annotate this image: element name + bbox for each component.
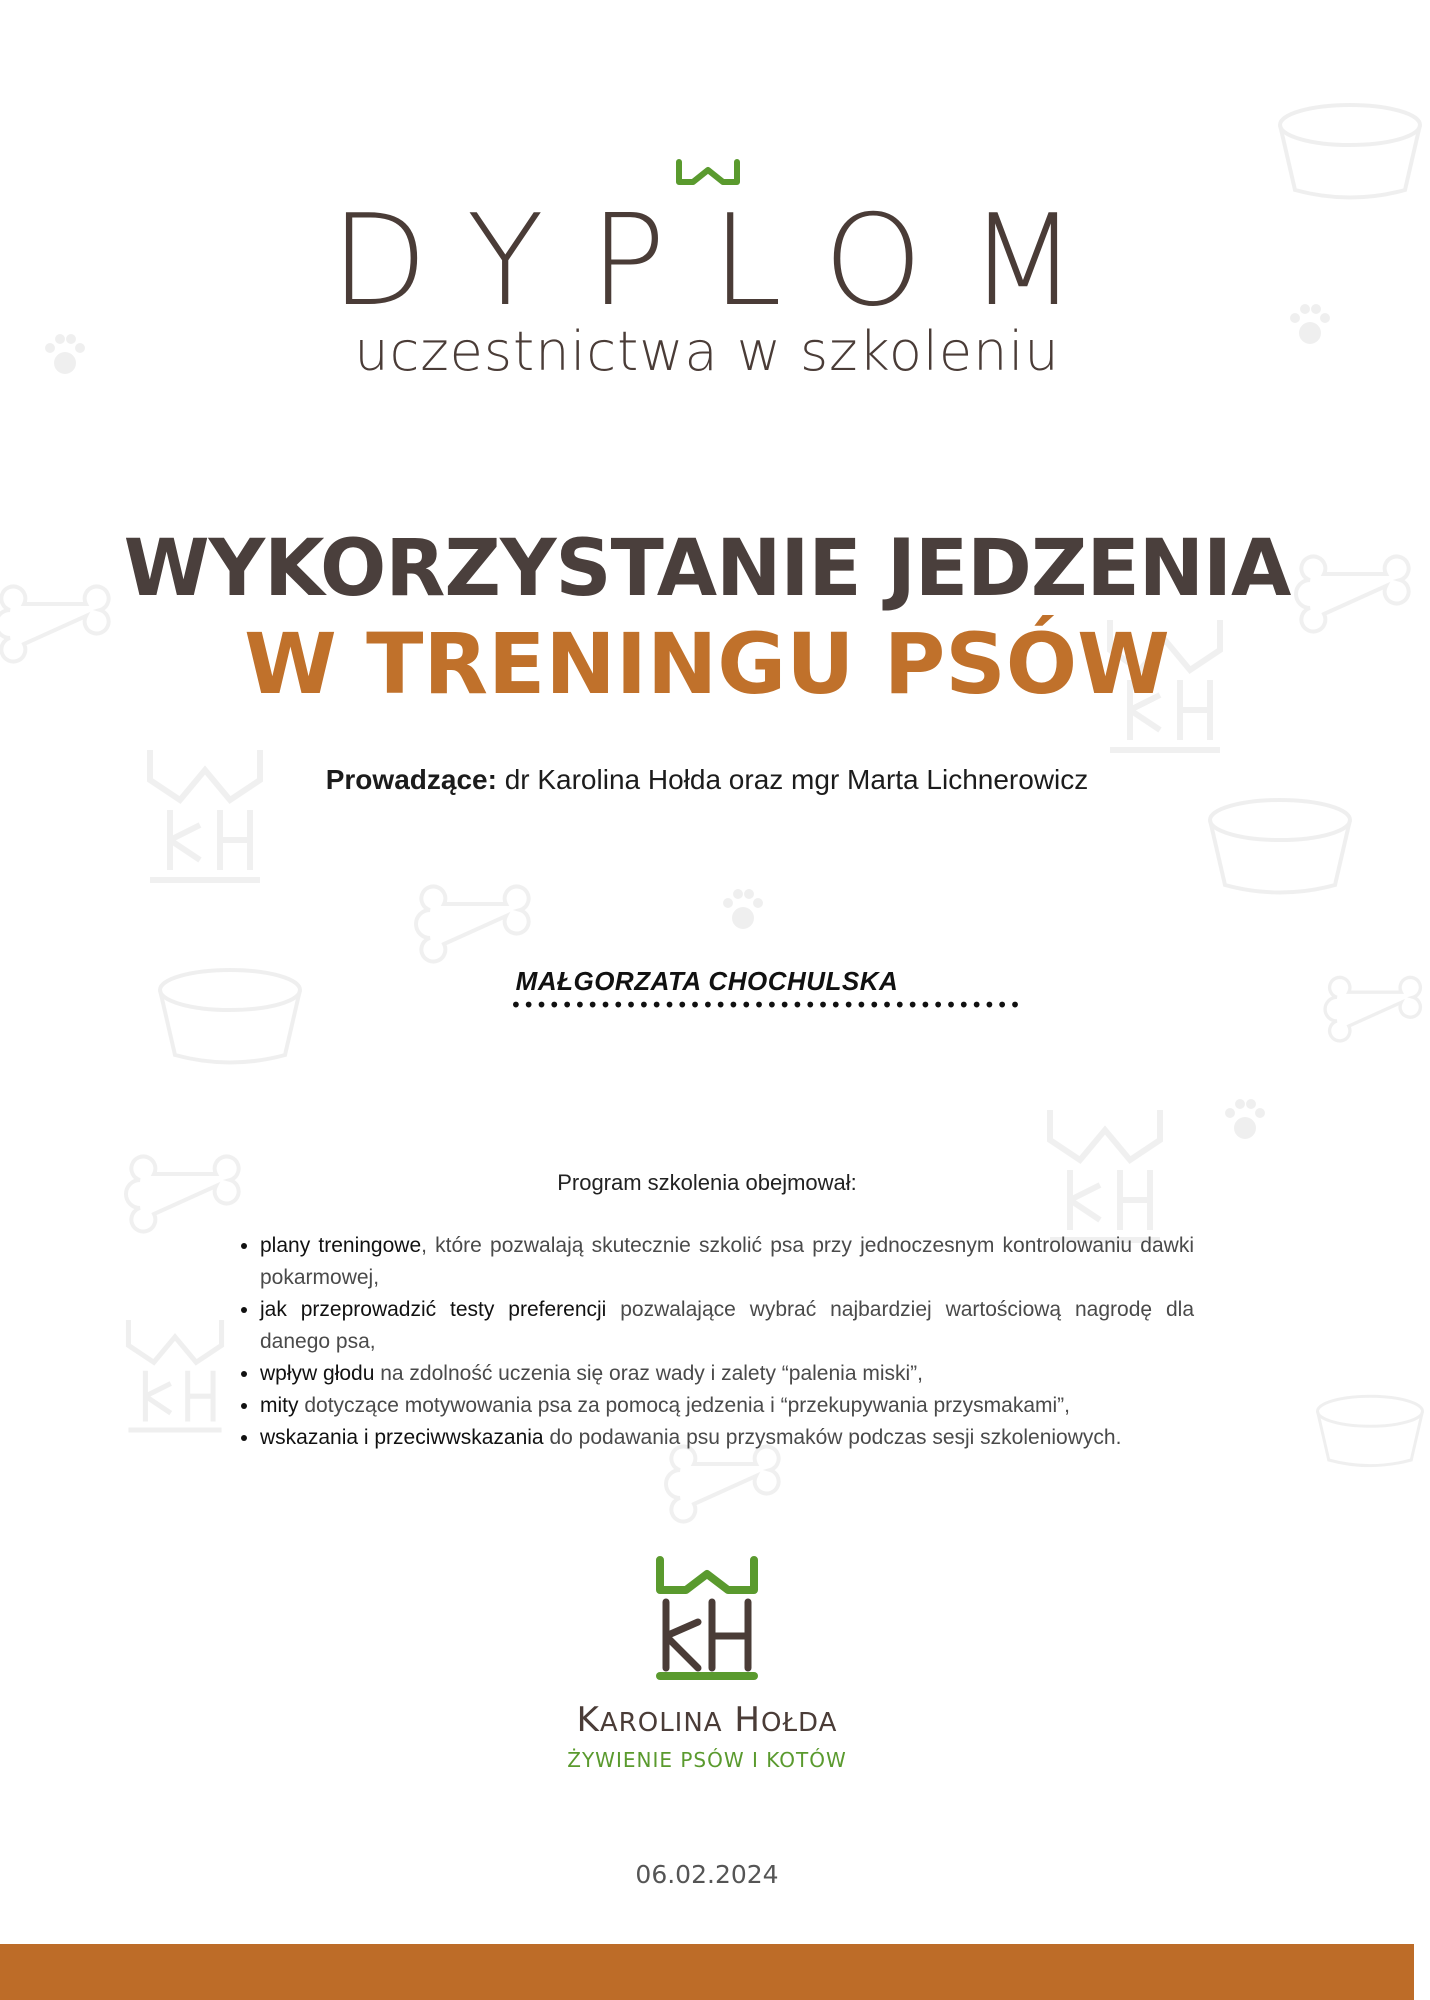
participant-name: MAŁGORZATA CHOCHULSKA — [515, 966, 899, 996]
kh-crown-logo-icon — [652, 1552, 762, 1682]
brand-name-first: AROLINA — [599, 1708, 723, 1738]
bone-icon — [660, 1450, 790, 1520]
list-item — [260, 1294, 1194, 1358]
brand-name — [0, 1700, 1414, 1740]
list-item-text: na zdolność uczenia się oraz wady i zalety “palenia miski”, — [374, 1362, 923, 1385]
list-item-bold: plany treningowe — [260, 1234, 422, 1257]
program-list — [232, 1230, 1194, 1454]
course-title-line2: W TRENINGU PSÓW — [244, 615, 1170, 713]
leaders-names: dr Karolina Hołda oraz mgr Marta Lichnerowicz — [504, 764, 1089, 795]
diploma-subtitle: uczestnictwa w szkoleniu — [354, 320, 1060, 383]
kh-crown-logo-icon — [120, 1310, 230, 1440]
paw-icon — [1220, 1095, 1270, 1145]
brand-name-initial: K — [576, 1700, 600, 1740]
list-item-bold: mity — [260, 1394, 299, 1417]
dog-bowl-icon — [1190, 790, 1370, 900]
list-item-bold: wskazania i przeciwwskazania — [260, 1426, 544, 1449]
footer-bar — [0, 1944, 1414, 2000]
leaders-label: Prowadzące: — [325, 764, 497, 795]
course-leaders — [0, 764, 1414, 796]
list-item — [260, 1358, 1194, 1390]
paw-icon — [718, 885, 768, 935]
course-title-line1: WYKORZYSTANIE JEDZENIA — [123, 524, 1291, 614]
dog-bowl-icon — [1310, 1380, 1430, 1480]
brand-name-last: OŁDA — [760, 1708, 838, 1738]
list-item-bold: wpływ głodu — [260, 1362, 375, 1385]
list-item — [260, 1390, 1194, 1422]
list-item-bold: jak przeprowadzić testy preferencji — [260, 1298, 607, 1321]
course-title — [0, 524, 1414, 713]
brand-tagline: ŻYWIENIE PSÓW I KOTÓW — [567, 1748, 847, 1772]
participant-dotted-line: •••••••••••••••••••••••••••••••••••••••• — [510, 993, 1022, 1017]
crown-icon — [675, 158, 741, 190]
list-item — [260, 1422, 1194, 1454]
bone-icon — [410, 890, 540, 960]
list-item — [260, 1230, 1194, 1294]
brand-name-initial: H — [734, 1700, 761, 1740]
diploma-date: 06.02.2024 — [635, 1860, 779, 1889]
diploma-header — [0, 150, 1414, 400]
list-item-text: do podawania psu przysmaków podczas sesji szkoleniowych. — [543, 1426, 1122, 1449]
diploma-title: DYPLOM — [330, 187, 1124, 334]
list-item-text: pozwalające wybrać najbardziej wartościową nagrodę dla danego psa, — [260, 1298, 1194, 1353]
kh-crown-logo-icon — [140, 740, 270, 890]
brand-logo — [0, 1552, 1414, 1792]
list-item-text: dotyczące motywowania psa za pomocą jedzenia i “przekupywania przysmakami”, — [298, 1394, 1071, 1417]
program-title: Program szkolenia obejmował: — [557, 1170, 857, 1195]
list-item-text: , które pozwalają skutecznie szkolić psa przy jednoczesnym kontrolowaniu dawki pokarmowej, — [260, 1234, 1194, 1289]
